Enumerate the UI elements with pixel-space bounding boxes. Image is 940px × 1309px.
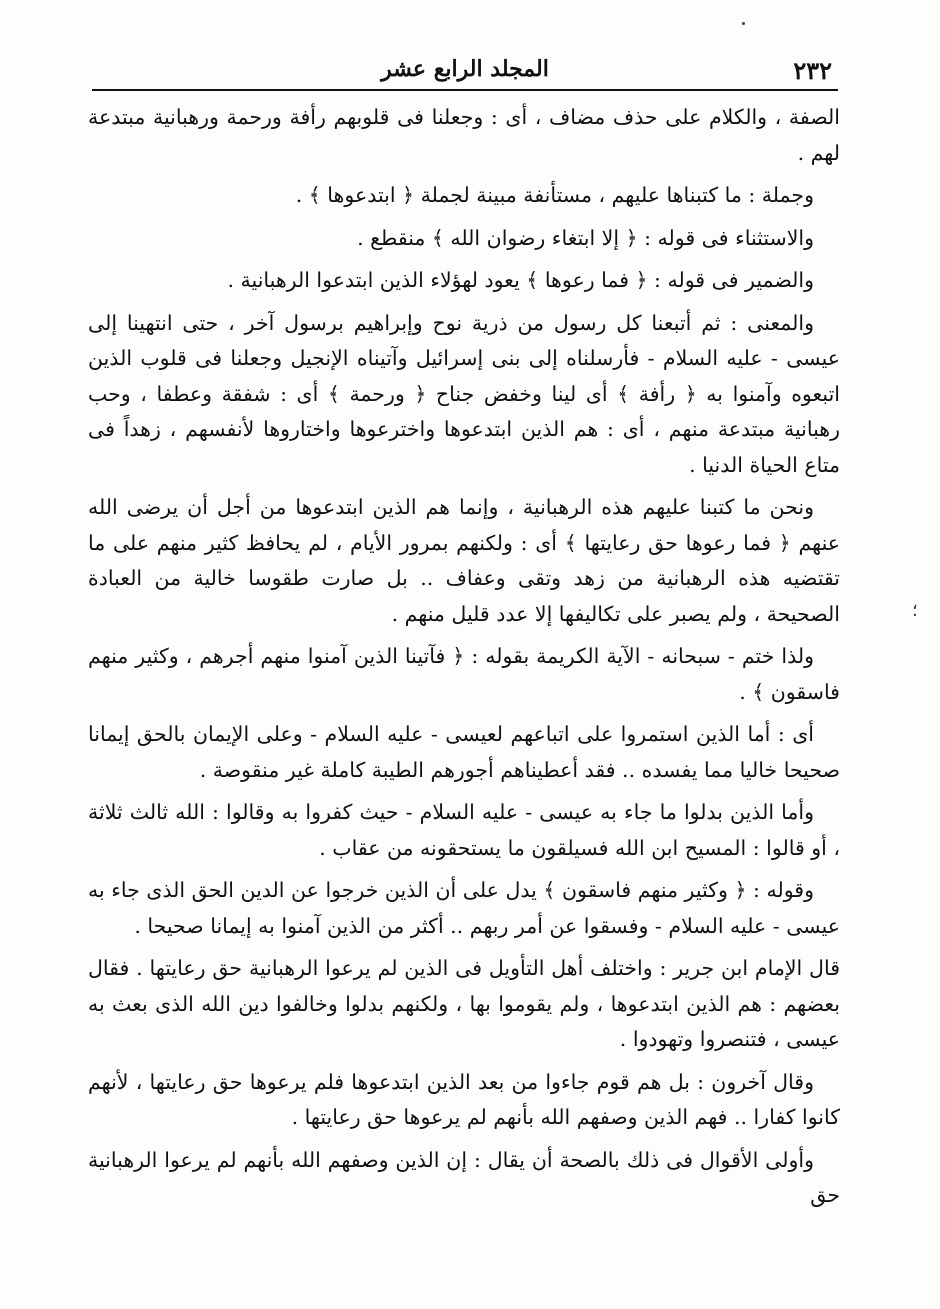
scan-speck: [742, 22, 745, 25]
body-text: [88, 100, 840, 1280]
paragraph-9: وأما الذين بدلوا ما جاء به عيسى - عليه السلام - حيث كفروا به وقالوا : الله ثالث ثلاثة ، أو قالوا : المسيح ابن الله فسيلقون ما يستحقونه من عقاب .: [88, 800, 840, 860]
paragraph-2: وجملة : ما كتبناها عليهم ، مستأنفة مبينة لجملة ﴿ ابتدعوها ﴾ .: [295, 183, 814, 207]
paragraph-12: وقال آخرون : بل هم قوم جاءوا من بعد الذين ابتدعوها فلم يرعوها حق رعايتها ، لأنهم كانوا كفارا .. فهم الذين وصفهم الله بأنهم لم يرعوها حق رعايتها .: [88, 1069, 840, 1129]
paragraph-4: والضمير فى قوله : ﴿ فما رعوها ﴾ يعود لهؤلاء الذين ابتدعوا الرهبانية .: [227, 268, 814, 292]
running-title: المجلد الرابع عشر: [381, 56, 549, 82]
paragraph-7: ولذا ختم - سبحانه - الآية الكريمة بقوله : ﴿ فآتينا الذين آمنوا منهم أجرهم ، وكثير منهم فاسقون ﴾ .: [88, 644, 840, 704]
page-number: ٢٣٢: [793, 56, 832, 85]
margin-mark: ؛: [912, 600, 918, 621]
paragraph-3: والاستثناء فى قوله : ﴿ إلا ابتغاء رضوان الله ﴾ منقطع .: [357, 225, 814, 250]
paragraph-11: قال الإمام ابن جرير : واختلف أهل التأويل فى الذين لم يرعوا الرهبانية حق رعايتها . فقال بعضهم : هم الذين ابتدعوها ، ولم يقوموا بها ، ولكنهم بدلوا وخالفوا دين الله الذى بعث به عيسى ، فتنصروا وتهودوا .: [88, 956, 840, 1051]
header-rule: [92, 89, 838, 91]
paragraph-5: والمعنى : ثم أتبعنا كل رسول من ذرية نوح وإبراهيم برسول آخر ، حتى انتهينا إلى عيسى - عليه السلام - فأرسلناه إلى بنى إسرائيل وآتيناه الإنجيل وجعلنا فى قلوب الذين اتبعوه وآمنوا به ﴿ رأفة ﴾ أى لينا وخفض جناح ﴿ ورحمة ﴾ أى : شفقة وعطفا ، وحب رهبانية مبتدعة منهم ، أى : هم الذين ابتدعوها واخترعوها واختاروها لأنفسهم ، زهداً فى متاع الحياة الدنيا .: [88, 310, 840, 477]
paragraph-13: وأولى الأقوال فى ذلك بالصحة أن يقال : إن الذين وصفهم الله بأنهم لم يرعوا الرهبانية حق: [88, 1147, 840, 1207]
paragraph-8: أى : أما الذين استمروا على اتباعهم لعيسى - عليه السلام - وعلى الإيمان بالحق إيمانا صحيحا خاليا مما يفسده .. فقد أعطيناهم أجورهم الطيبة كاملة غير منقوصة .: [88, 722, 840, 782]
page-header: [92, 52, 838, 86]
paragraph-6: ونحن ما كتبنا عليهم هذه الرهبانية ، وإنما هم الذين ابتدعوها من أجل أن يرضى الله عنهم ﴿ فما رعوها حق رعايتها ﴾ أى : ولكنهم بمرور الأيام ، لم يحافظ كثير منهم على ما تقتضيه هذه الرهبانية من زهد وتقى وعفاف .. بل صارت طقوسا خالية من العبادة الصحيحة ، ولم يصبر على تكاليفها إلا عدد قليل منهم .: [88, 495, 840, 626]
paragraph-1: الصفة ، والكلام على حذف مضاف ، أى : وجعلنا فى قلوبهم رأفة ورحمة ورهبانية مبتدعة لهم .: [88, 105, 840, 165]
paragraph-10: وقوله : ﴿ وكثير منهم فاسقون ﴾ يدل على أن الذين خرجوا عن الدين الحق الذى جاء به عيسى - عليه السلام - وفسقوا عن أمر ربهم .. أكثر من الذين آمنوا به إيمانا صحيحا .: [88, 878, 840, 938]
